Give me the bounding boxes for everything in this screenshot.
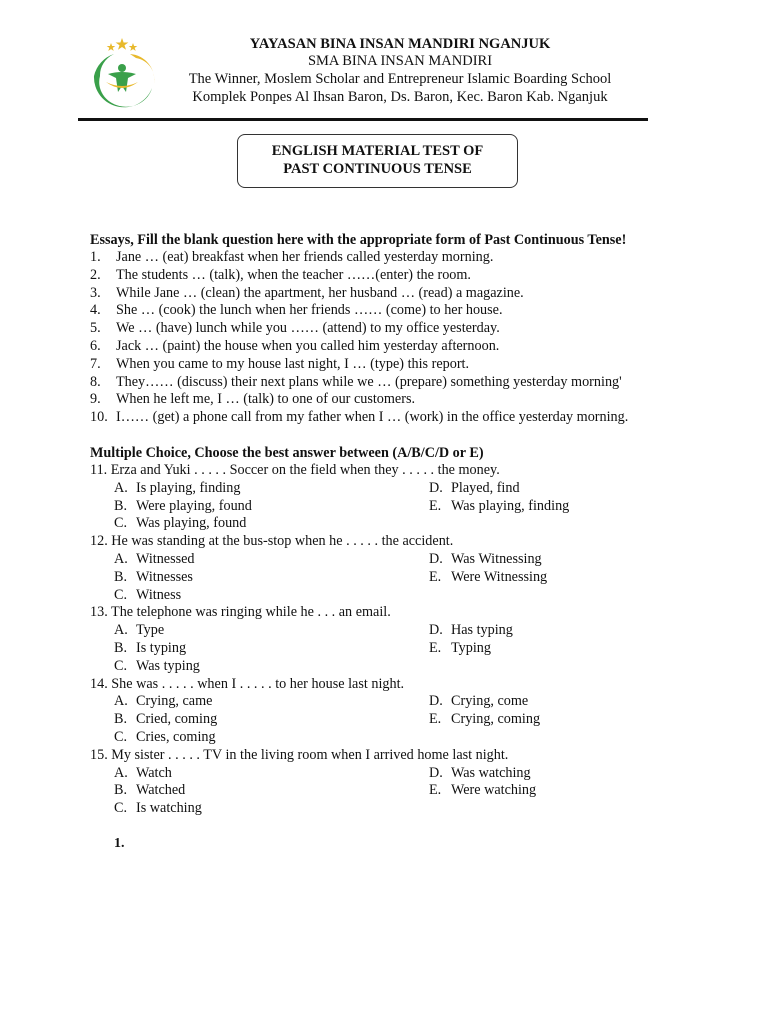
option-a: A. Watch	[114, 764, 172, 781]
option-c: C. Cries, coming	[114, 728, 216, 745]
option-d: D. Was watching	[429, 764, 531, 781]
option-d: D. Has typing	[429, 622, 513, 639]
option-b: B. Watched	[114, 782, 186, 799]
option-a: A. Type	[114, 622, 165, 639]
essay-item-number: 1.	[90, 249, 101, 265]
foundation-name: YAYASAN BINA INSAN MANDIRI NGANJUK	[249, 36, 551, 52]
essay-item-number: 3.	[90, 284, 101, 301]
essay-item-number: 5.	[90, 320, 101, 337]
mc-question: 11. Erza and Yuki . . . . . Soccer on the field when they . . . . . the money.	[90, 461, 500, 478]
essay-item-text: They…… (discuss) their next plans while we … (prepare) something yesterday morning'	[116, 373, 622, 390]
essay-item	[90, 285, 710, 303]
empty-list-number: 1.	[114, 836, 125, 851]
mc-heading: Multiple Choice, Choose the best answer between (A/B/C/D or E)	[90, 444, 484, 461]
letterhead	[0, 30, 768, 125]
essay-item-number: 6.	[90, 337, 101, 354]
essay-item	[90, 356, 710, 374]
essay-item-text: When he left me, I … (talk) to one of our customers.	[116, 391, 416, 408]
essay-item-number: 8.	[90, 373, 101, 390]
essay-item-number: 4.	[90, 302, 101, 319]
mc-question: 12. He was standing at the bus-stop when he . . . . . the accident.	[90, 533, 454, 550]
essay-item	[90, 267, 710, 285]
essay-item	[90, 338, 710, 356]
mc-options	[90, 765, 710, 818]
title-line-2: PAST CONTINUOUS TENSE	[283, 161, 472, 177]
school-address: Komplek Ponpes Al Ihsan Baron, Ds. Baron, Kec. Baron Kab. Nganjuk	[192, 89, 608, 105]
option-a: A. Crying, came	[114, 693, 213, 710]
option-a: A. Is playing, finding	[114, 479, 241, 496]
option-c: C. Is watching	[114, 800, 202, 817]
option-e: E. Were watching	[429, 782, 537, 799]
essay-item	[90, 302, 710, 320]
option-b: B. Cried, coming	[114, 711, 218, 728]
mc-question: 15. My sister . . . . . TV in the living room when I arrived home last night.	[90, 746, 509, 763]
essay-item	[90, 409, 710, 427]
mc-question: 14. She was . . . . . when I . . . . . to her house last night.	[90, 675, 405, 692]
essay-item-text: We … (have) lunch while you …… (attend) to my office yesterday.	[116, 320, 500, 337]
option-d: D. Played, find	[429, 479, 520, 496]
essay-item-text: She … (cook) the lunch when her friends …… (come) to her house.	[116, 302, 503, 319]
option-e: E. Typing	[429, 639, 491, 656]
essay-item-number: 2.	[90, 266, 101, 283]
essay-item-text: I…… (get) a phone call from my father when I … (work) in the office yesterday morning.	[116, 409, 629, 426]
option-d: D. Crying, come	[429, 693, 529, 710]
mc-options	[90, 480, 710, 533]
essay-item-number: 7.	[90, 355, 101, 372]
essay-item	[90, 374, 710, 392]
essay-item-text: The students … (talk), when the teacher ……(enter) the room.	[116, 266, 471, 283]
essay-heading: Essays, Fill the blank question here with the appropriate form of Past Continuous Tense!	[90, 232, 627, 248]
test-content	[90, 231, 710, 818]
essay-item-number: 10.	[90, 409, 108, 426]
mc-options	[90, 693, 710, 746]
school-tagline: The Winner, Moslem Scholar and Entrepreneur Islamic Boarding School	[188, 71, 612, 87]
option-b: B. Is typing	[114, 639, 187, 656]
test-title-box	[237, 134, 518, 188]
option-e: E. Crying, coming	[429, 711, 541, 728]
option-d: D. Was Witnessing	[429, 550, 542, 567]
option-c: C. Witness	[114, 586, 182, 603]
school-logo-icon	[84, 36, 160, 114]
essay-item-number: 9.	[90, 391, 101, 408]
option-e: E. Was playing, finding	[429, 497, 570, 514]
essay-item-text: While Jane … (clean) the apartment, her husband … (read) a magazine.	[116, 284, 524, 301]
mc-question: 13. The telephone was ringing while he . . . an email.	[90, 604, 391, 621]
title-line-1: ENGLISH MATERIAL TEST OF	[271, 143, 484, 159]
essay-item	[90, 391, 710, 409]
essay-item-text: Jack … (paint) the house when you called him yesterday afternoon.	[116, 337, 500, 354]
header-divider	[78, 118, 648, 121]
option-b: B. Were playing, found	[114, 497, 252, 514]
essay-item-text: Jane … (eat) breakfast when her friends called yesterday morning.	[116, 249, 494, 265]
option-b: B. Witnesses	[114, 568, 193, 585]
option-c: C. Was typing	[114, 657, 200, 674]
essay-item	[90, 249, 710, 267]
option-c: C. Was playing, found	[114, 515, 247, 532]
essay-item	[90, 320, 710, 338]
option-e: E. Were Witnessing	[429, 568, 548, 585]
essay-item-text: When you came to my house last night, I … (type) this report.	[116, 355, 470, 372]
option-a: A. Witnessed	[114, 550, 195, 567]
school-name: SMA BINA INSAN MANDIRI	[307, 53, 493, 69]
mc-options	[90, 551, 710, 604]
mc-options	[90, 622, 710, 675]
